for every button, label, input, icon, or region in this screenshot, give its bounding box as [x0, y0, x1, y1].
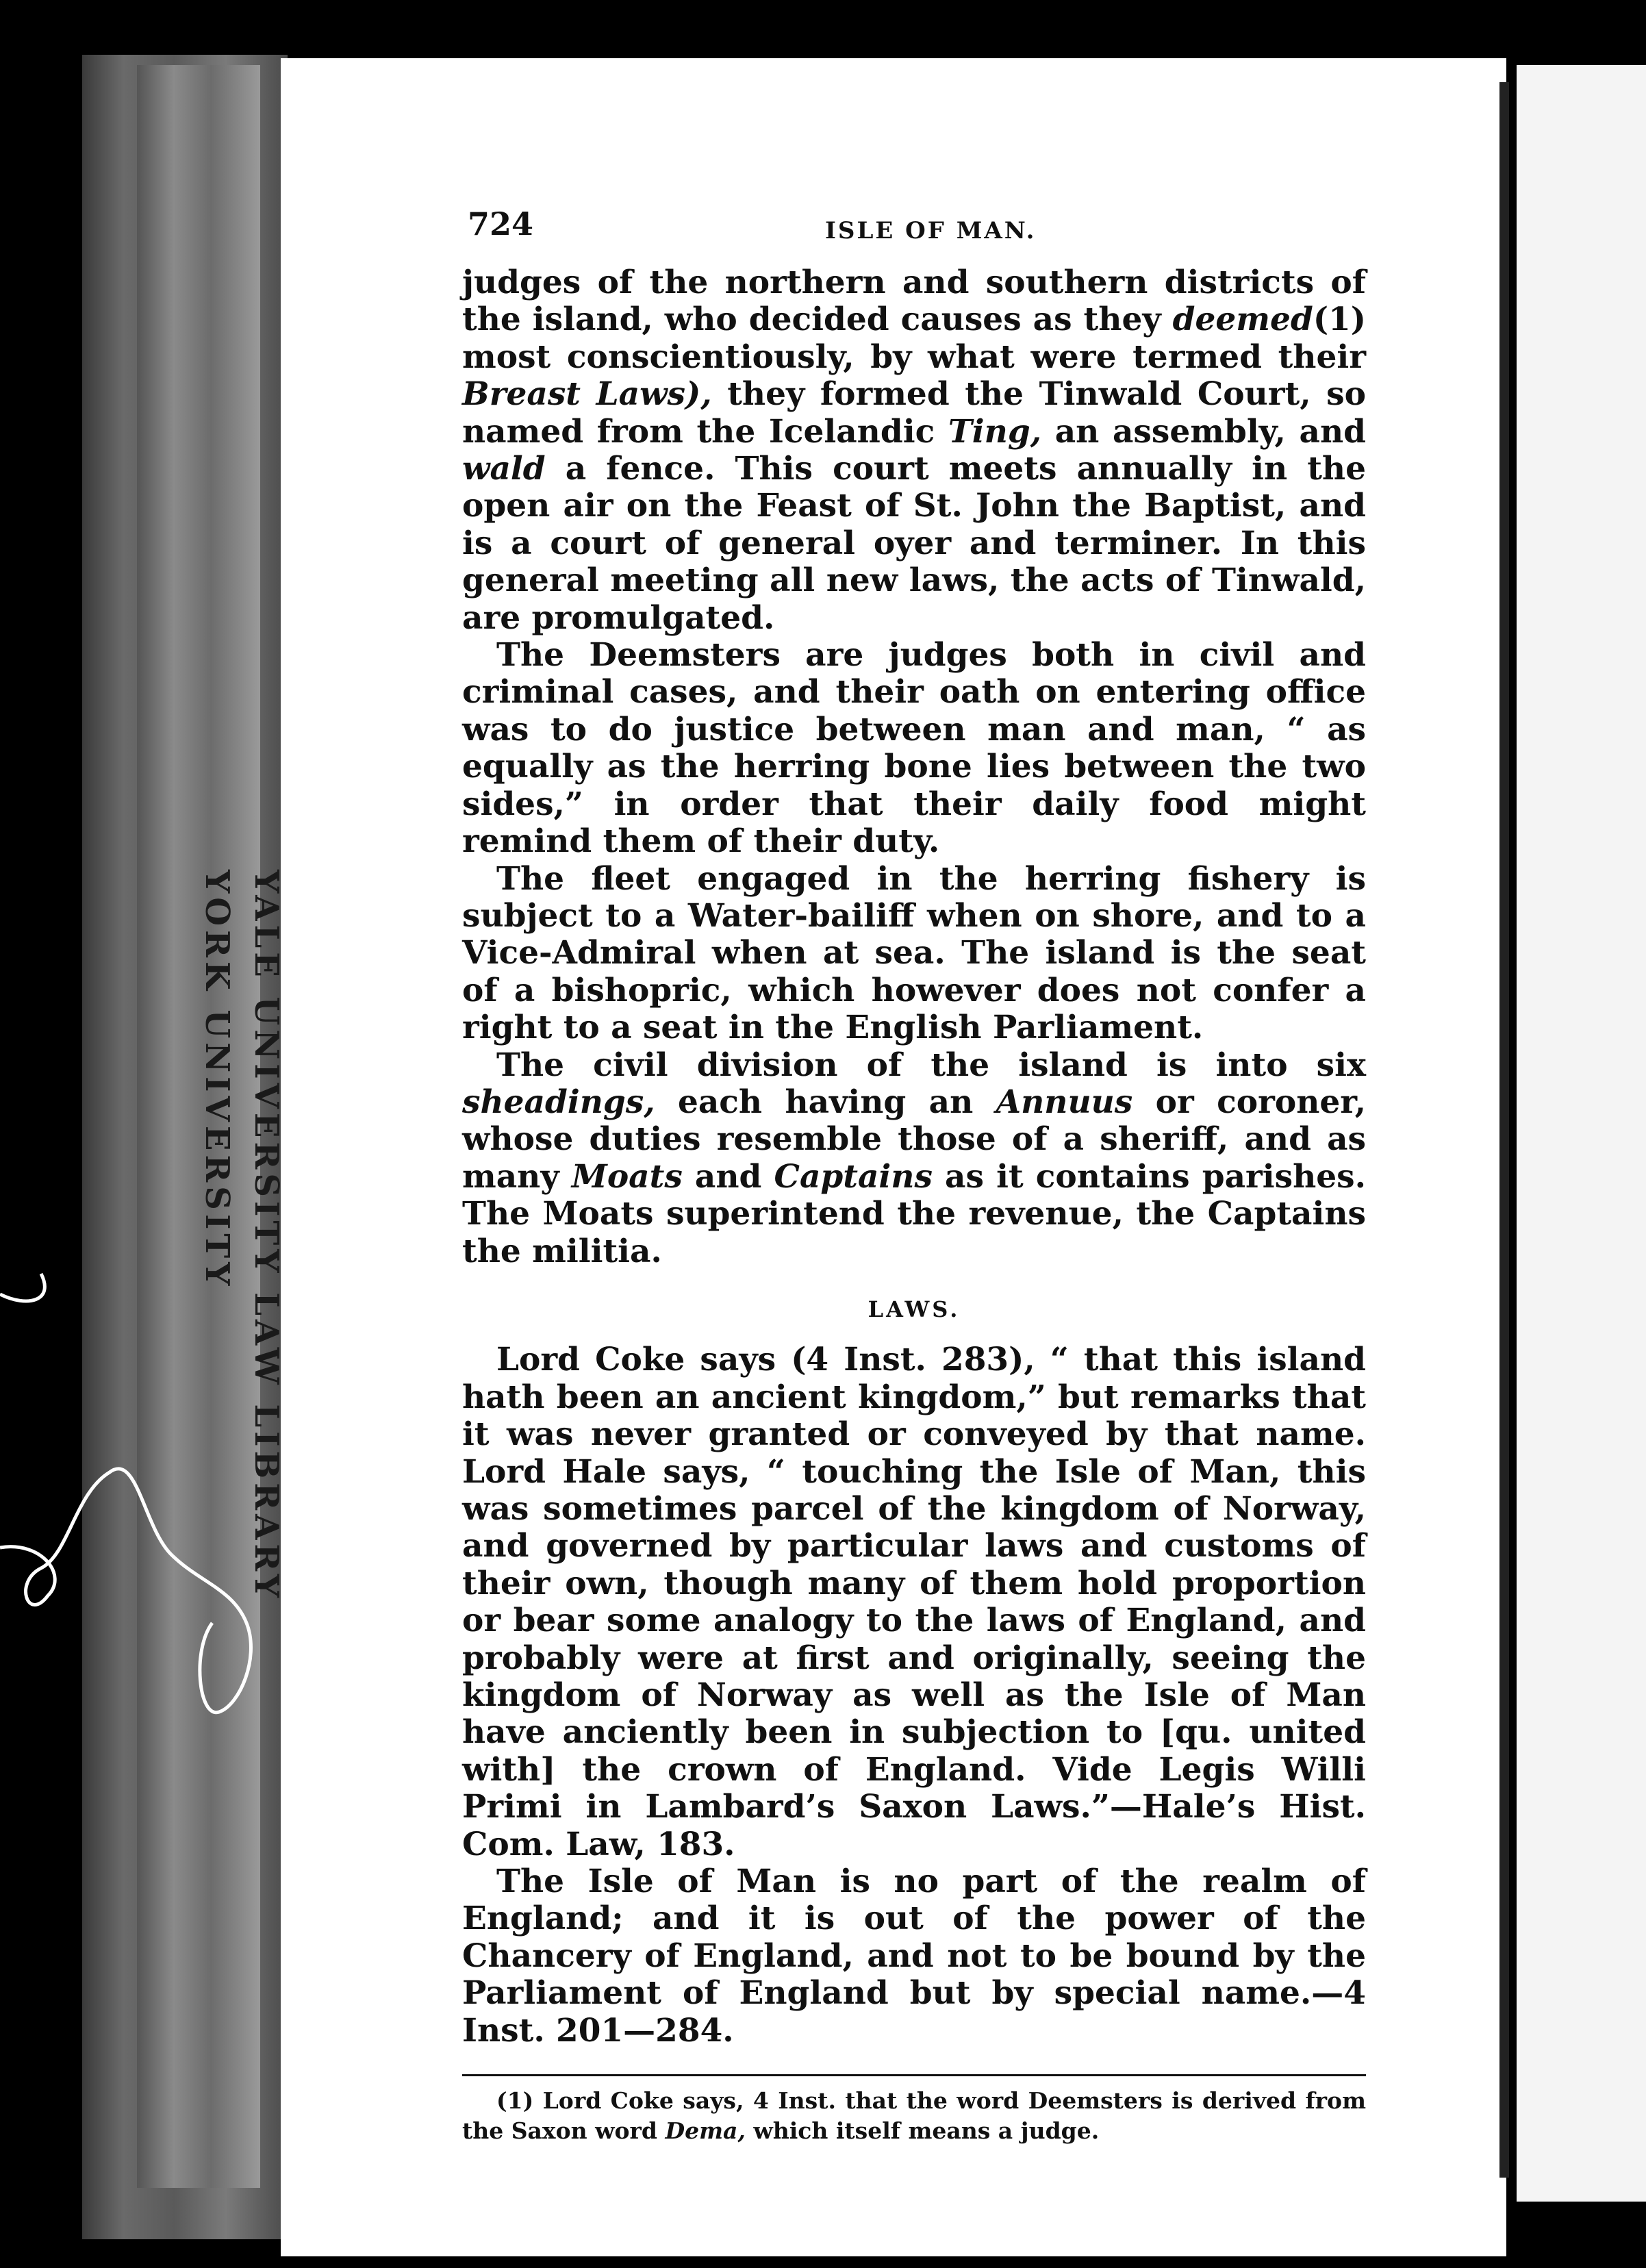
page-number: 724	[468, 205, 534, 242]
spine-label-line-2	[192, 870, 242, 993]
p1-italic-ting: Ting,	[948, 412, 1042, 451]
p4-text-1: The civil division of the island is into six	[496, 1046, 1366, 1084]
p1-text-3: they formed the Tinwald Court, so named from the Icelandic	[462, 375, 1366, 451]
p1-italic-breast-laws: Breast Laws),	[462, 375, 712, 414]
p4-italic-captains: Captains	[774, 1157, 933, 1196]
running-title: ISLE OF MAN.	[825, 217, 1037, 244]
facing-page-edge	[1517, 65, 1646, 2202]
p4-italic-annuus: Annuus	[996, 1083, 1133, 1121]
section-heading-laws: LAWS.	[868, 1296, 961, 1322]
p4-text-5: as it contains parishes. The Moats superintend the revenue, the Captains the militia.	[462, 1157, 1366, 1270]
p1-text-1: judges of the northern and southern districts of the island, who decided causes as they	[462, 264, 1366, 339]
p4-italic-moats: Moats	[571, 1157, 683, 1196]
paragraph-realm-of-england: The Isle of Man is no part of the realm of England; and it is out of the power of the Chancery of England, and not to be bound by the Parliament of England but by special name.—4 Inst. 201—284.	[462, 1863, 1366, 2050]
p4-text-2: each having an	[655, 1083, 996, 1121]
p1-italic-wald: wald	[462, 450, 546, 488]
footnote-italic-dema: Dema,	[665, 2117, 746, 2145]
footnote-text-1: (1) Lord Coke says, 4 Inst. that the word Deemsters is derived from the Saxon word	[462, 2087, 1366, 2145]
page-content	[462, 205, 1366, 2146]
page-edge-shadow	[1499, 82, 1509, 2178]
paragraph-tinwald-court	[462, 264, 1366, 637]
p4-italic-sheadings: sheadings,	[462, 1083, 655, 1121]
footnote-rule	[462, 2074, 1366, 2076]
running-head	[462, 205, 1366, 264]
footnote-text-2: which itself means a judge.	[745, 2117, 1100, 2145]
paragraph-deemsters: The Deemsters are judges both in civil and criminal cases, and their oath on entering office was to do justice between man and man, “ as equally as the herring bone lies between the two sides,” in order that their daily food might remind them of their duty.	[462, 636, 1366, 861]
p1-text-2: (1) most conscientiously, by what were termed their	[462, 301, 1366, 376]
footnote	[462, 2086, 1366, 2146]
p4-text-4: and	[682, 1157, 774, 1196]
paragraph-civil-division	[462, 1047, 1366, 1270]
p1-text-4: an assembly, and	[1041, 412, 1366, 451]
p4-text-3: or coroner, whose duties resemble those of a sheriff, and as many	[462, 1083, 1366, 1196]
p1-italic-deemed: deemed	[1172, 301, 1313, 339]
p1-text-5: a fence. This court meets annually in the open air on the Feast of St. John the Baptist, and is a court of general oyer and terminer. In this general meeting all new laws, the acts of Tinwald, are promulgated.	[462, 450, 1366, 637]
paragraph-lord-coke: Lord Coke says (4 Inst. 283), “ that this island hath been an ancient kingdom,” but remarks that it was never granted or conveyed by that name. Lord Hale says, “ touching the Isle of Man, this was sometimes parcel of the kingdom of Norway, and governed by particular laws and customs of their own, though many of them hold proportion or bear some analogy to the laws of England, and probably were at first and originally, seeing the kingdom of Norway as well as the Isle of Man have anciently been in subjection to [qu. united with] the crown of England. Vide Legis Willi Primi in Lambard’s Saxon Laws.”—Hale’s Hist. Com. Law, 183.	[462, 1341, 1366, 1863]
loose-thread	[0, 1267, 288, 1746]
paragraph-herring-fleet: The fleet engaged in the herring fishery is subject to a Water-bailiff when on shore, and to a Vice-Admiral when at sea. The island is the seat of a bishopric, which however does not confer a right to a seat in the English Parliament.	[462, 859, 1366, 1047]
